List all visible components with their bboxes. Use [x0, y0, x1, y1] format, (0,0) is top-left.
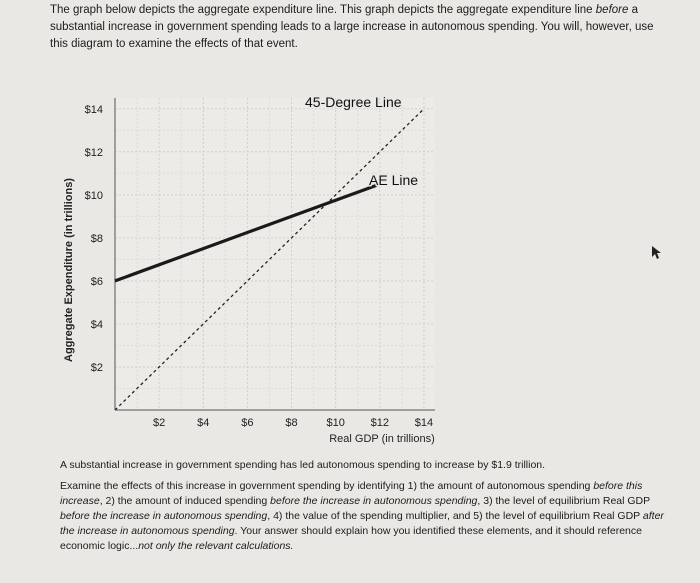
intro-text: [50, 2, 670, 53]
mouse-cursor-icon: [652, 246, 664, 260]
y-tick-label: $14: [84, 103, 103, 116]
question-paragraph: [60, 479, 670, 554]
q-part-d: before the increase in autonomous spending: [270, 495, 478, 507]
x-tick-label: $14: [414, 417, 434, 429]
y-axis-label: Aggregate Expenditure (in trillions): [63, 178, 75, 362]
q-part-a: Examine the effects of this increase in government spending by identifying 1) the amount of autonomous spending: [60, 480, 594, 492]
intro-part3: a substantial increase in government spending leads to a large increase in autonomous spending. You will, however, use this diagram to examine the effects of that event.: [50, 4, 654, 50]
y-tick-label: $2: [90, 361, 103, 374]
question-line1: A substantial increase in government spending has led autonomous spending to increase by $1.9 trillion.: [60, 459, 546, 471]
y-tick-label: $6: [90, 275, 103, 288]
y-tick-label: $10: [84, 189, 103, 202]
q-part-g: , 4) the value of the spending multiplier, and 5) the level of equilibrium Real GDP: [267, 510, 643, 522]
q-part-f: before the increase in autonomous spending: [60, 510, 268, 522]
series-label-ae-line: AE Line: [369, 172, 419, 188]
x-tick-label: $10: [326, 417, 345, 429]
x-tick-label: $2: [153, 417, 166, 429]
q-part-c: , 2) the amount of induced spending: [99, 495, 271, 507]
y-tick-label: $12: [84, 146, 103, 159]
y-tick-label: $4: [90, 318, 103, 331]
q-part-j: not only the relevant calculations.: [138, 540, 294, 552]
q-part-i: . Your answer should explain how you identified these elements, and it should reference economic logic...: [60, 525, 642, 552]
x-tick-label: $8: [285, 417, 298, 429]
question-text: [60, 458, 670, 560]
x-tick-label: $6: [241, 417, 254, 429]
x-axis-label: Real GDP (in trillions): [329, 433, 435, 445]
y-tick-label: $8: [90, 232, 103, 245]
q-part-h: after the increase in autonomous spending: [60, 510, 664, 537]
x-tick-label: $4: [197, 417, 210, 429]
ae-chart: [60, 80, 460, 460]
intro-before-emphasis: before: [595, 4, 629, 16]
intro-part1: The graph below depicts the aggregate expenditure line. This graph depicts the aggregate expenditure line: [50, 4, 596, 16]
q-part-e: , 3) the level of equilibrium Real GDP: [477, 495, 650, 507]
x-tick-label: $12: [370, 417, 390, 429]
q-part-b: before this increase: [60, 480, 643, 507]
chart-svg: [60, 80, 460, 460]
series-label-45-degree: 45-Degree Line: [305, 94, 402, 110]
